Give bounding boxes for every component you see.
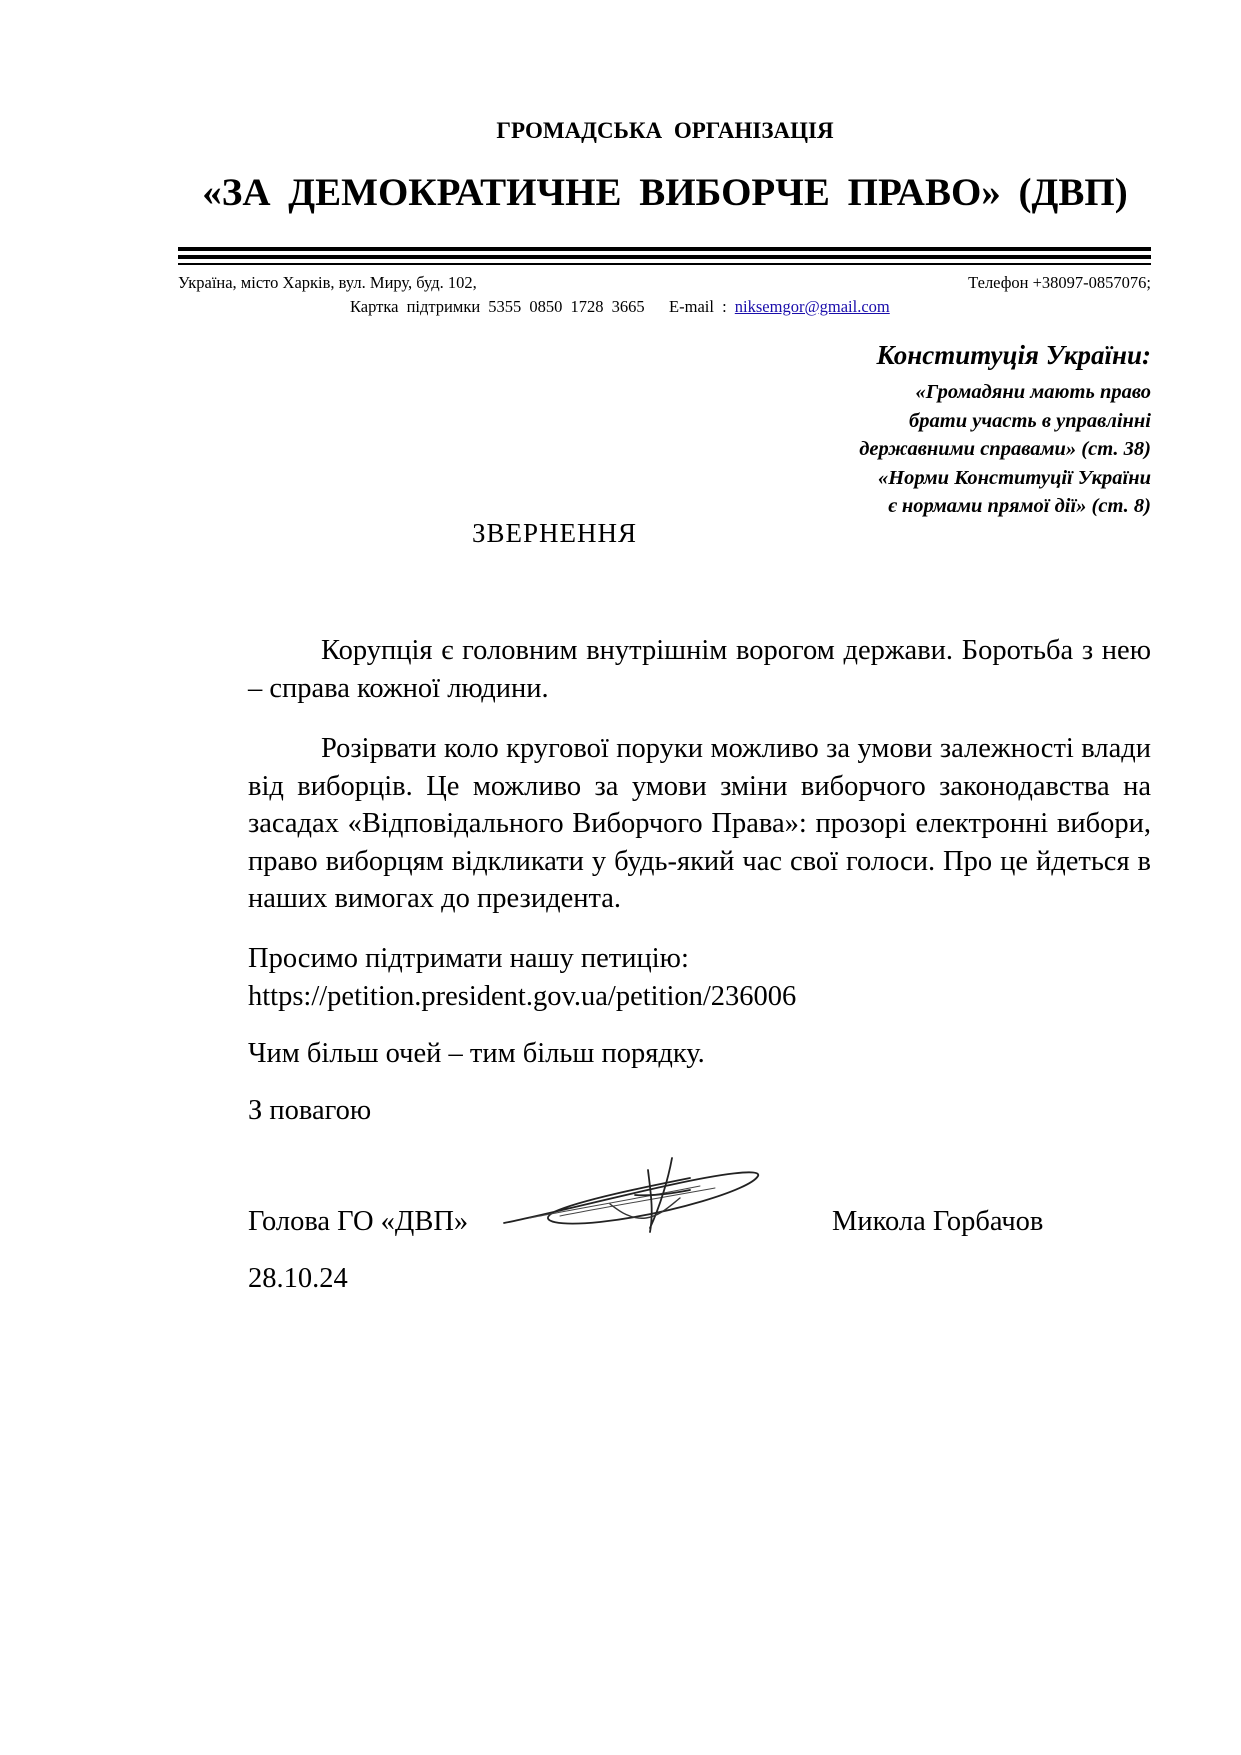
support-card: Картка підтримки 5355 0850 1728 3665 bbox=[350, 297, 645, 316]
quotes-heading: Конституція України: bbox=[876, 340, 1151, 370]
letter-date: 28.10.24 bbox=[248, 1263, 348, 1294]
quote-line: є нормами прямої дії» (ст. 8) bbox=[888, 495, 1151, 517]
closing: З повагою bbox=[248, 1095, 372, 1126]
header-rule-thin bbox=[178, 263, 1151, 265]
petition-request: Просимо підтримати нашу петицію: bbox=[248, 943, 689, 974]
signer-name: Микола Горбачов bbox=[832, 1206, 1044, 1237]
org-type: ГРОМАДСЬКА ОРГАНІЗАЦІЯ bbox=[496, 118, 834, 143]
paragraph-2-text: Розірвати коло кругової поруки можливо за умови залежності влади від виборців. Це можливо за умови зміни виборчого законодавства на засадах «Відповідального Виборчого Права»: прозорі електронні вибори, право виборцям відкликати у будь-який час свої голоси. Про це йдеться в наших вимогах до президента. bbox=[248, 733, 1151, 914]
quote-line: «Громадяни мають право bbox=[915, 381, 1151, 403]
email-link[interactable]: niksemgor@gmail.com bbox=[734, 297, 890, 316]
quote-line: державними справами» (ст. 38) bbox=[859, 438, 1151, 460]
address: Україна, місто Харків, вул. Миру, буд. 102, bbox=[178, 273, 477, 292]
signer-title: Голова ГО «ДВП» bbox=[248, 1206, 469, 1237]
quote-line: «Норми Конституції України bbox=[877, 466, 1151, 489]
paragraph-1-text: Корупція є головним внутрішнім ворогом держави. Боротьба з нею – справа кожної людини. bbox=[248, 635, 1151, 704]
email-label: E-mail : bbox=[669, 297, 727, 316]
letter-title: ЗВЕРНЕННЯ bbox=[472, 518, 638, 548]
phone: Телефон +38097-0857076; bbox=[968, 273, 1151, 292]
header-rule-thick-1 bbox=[178, 247, 1151, 251]
card-and-email bbox=[350, 297, 890, 317]
motto: Чим більш очей – тим більш порядку. bbox=[248, 1038, 705, 1069]
paragraph-1 bbox=[248, 632, 1151, 707]
paragraph-2 bbox=[248, 730, 1151, 918]
header-rule-thick-2 bbox=[178, 255, 1151, 259]
constitution-quotes bbox=[859, 338, 1151, 521]
petition-url[interactable]: https://petition.president.gov.ua/petition/236006 bbox=[248, 981, 797, 1012]
quote-line: брати участь в управлінні bbox=[909, 409, 1151, 432]
org-name: «ЗА ДЕМОКРАТИЧНЕ ВИБОРЧЕ ПРАВО» (ДВП) bbox=[202, 171, 1128, 214]
signature-image bbox=[500, 1140, 780, 1250]
